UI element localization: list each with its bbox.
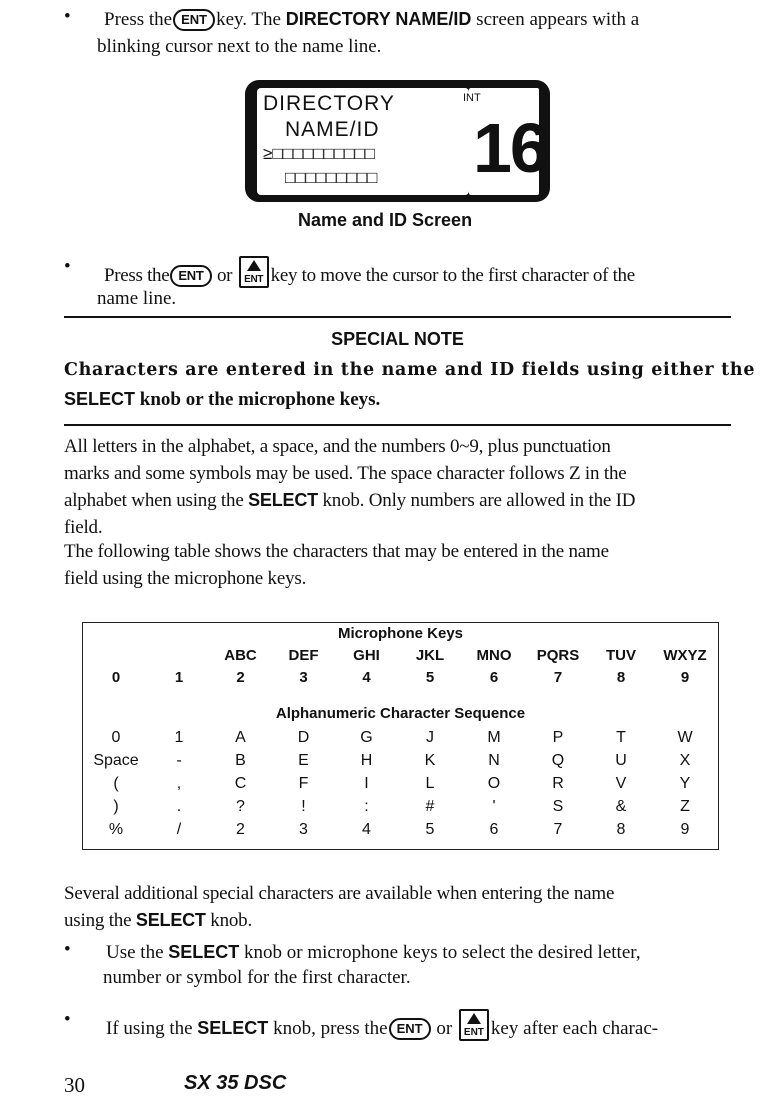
table-cell: 0 [111, 729, 121, 746]
table-cell: PQRS [536, 647, 580, 664]
lcd-display [245, 80, 550, 202]
lcd-line-name-id: NAME/ID [285, 118, 380, 141]
text: or [216, 265, 233, 286]
table-cell: 1 [174, 729, 184, 746]
text: Press the [104, 9, 173, 30]
page-number: 30 [64, 1073, 85, 1097]
select-label: SELECT [64, 389, 136, 409]
table-cell: GHI [353, 647, 380, 664]
lcd-line-directory: DIRECTORY [263, 92, 395, 115]
instruction-4 [106, 1009, 756, 1042]
lcd-text-area [257, 88, 469, 195]
ent-label: ENT [244, 274, 264, 285]
table-cell: ' [492, 798, 496, 815]
table-cell: TUV [606, 647, 636, 664]
table-cell: P [552, 729, 564, 746]
text-line: field using the microphone keys. [64, 568, 307, 589]
table-cell: X [679, 752, 691, 769]
text: key to move the cursor to the first character of the [270, 265, 635, 286]
table-cell: 3 [299, 821, 308, 838]
table-cell: W [677, 729, 693, 746]
bullet: • [64, 939, 71, 960]
table-cell: Y [679, 775, 691, 792]
table-cell: 6 [489, 669, 499, 686]
table-cell: & [615, 798, 627, 815]
ent-key-icon: ENT [173, 9, 215, 31]
up-ent-key-icon [239, 256, 269, 288]
table-cell: JKL [415, 647, 445, 664]
text: key. The [216, 9, 281, 30]
table-cell: MNO [476, 647, 512, 664]
instruction-2 [104, 256, 744, 289]
table-cell: J [426, 729, 434, 746]
table-cell: % [108, 821, 124, 838]
table-cell: , [176, 775, 182, 792]
text: knob. [210, 910, 253, 931]
table-cell: # [425, 798, 435, 815]
bullet: • [64, 1009, 71, 1030]
divider [64, 316, 731, 318]
up-ent-key-icon [459, 1009, 489, 1041]
table-cell: 7 [553, 821, 563, 838]
special-note-line2 [64, 386, 380, 413]
table-cell: - [176, 752, 182, 769]
instruction-1 [104, 6, 744, 33]
table-cell: 8 [616, 821, 626, 838]
table-cell: Space [93, 752, 139, 769]
text-line: The following table shows the characters that may be entered in the name [64, 541, 609, 562]
model-name: SX 35 DSC [184, 1072, 287, 1094]
text: key after each charac- [490, 1018, 659, 1039]
table-cell: B [235, 752, 246, 769]
text-line: All letters in the alphabet, a space, and the numbers 0~9, plus punctuation [64, 436, 611, 457]
text: knob. Only numbers are allowed in the ID [322, 490, 636, 511]
table-cell: T [616, 729, 626, 746]
instruction-1-line2: blinking cursor next to the name line. [97, 36, 382, 57]
text: knob, press the [273, 1018, 388, 1039]
table-cell: ) [113, 798, 119, 815]
table-cell: N [488, 752, 500, 769]
table-cell: S [552, 798, 564, 815]
paragraph-3 [64, 880, 744, 934]
table-cell: Q [551, 752, 565, 769]
table-cell: R [552, 775, 564, 792]
text: Use the [106, 942, 164, 963]
select-label: SELECT [197, 1018, 269, 1038]
text-line [64, 487, 744, 514]
instruction-2-line2: name line. [97, 288, 177, 309]
bullet: • [64, 256, 71, 277]
table-cell: 5 [425, 669, 435, 686]
channel-number: 16 [473, 109, 547, 187]
ent-key-icon: ENT [170, 265, 211, 287]
ent-key-icon: ENT [389, 1018, 431, 1040]
table-cell: O [487, 775, 501, 792]
table-cell: M [487, 729, 501, 746]
table-cell: C [234, 775, 247, 792]
table-cell: . [176, 798, 182, 815]
text: knob or the microphone keys. [139, 389, 381, 410]
text-line: field. [64, 517, 103, 538]
table-cell: V [615, 775, 627, 792]
sequence-title: Alphanumeric Character Sequence [275, 705, 526, 722]
bullet: • [64, 6, 71, 27]
table-cell: 4 [362, 669, 371, 686]
table-cell: ( [113, 775, 119, 792]
lcd-channel-area [463, 88, 547, 195]
table-cell: WXYZ [663, 647, 707, 664]
table-cell: F [298, 775, 309, 792]
table-cell: E [298, 752, 309, 769]
table-cell: 1 [174, 669, 184, 686]
table-cell: I [364, 775, 369, 792]
divider [64, 424, 731, 426]
text: alphabet when using the [64, 490, 244, 511]
table-cell: 7 [553, 669, 563, 686]
select-label: SELECT [248, 490, 318, 510]
microphone-keys-table [82, 622, 719, 850]
table-cell: / [176, 821, 182, 838]
select-label: SELECT [135, 910, 206, 930]
instruction-3 [106, 939, 746, 966]
special-note-title: SPECIAL NOTE [331, 329, 464, 349]
table-cell: 9 [680, 669, 690, 686]
table-cell: 2 [236, 669, 245, 686]
text-line [64, 907, 744, 934]
table-cell: DEF [288, 647, 319, 664]
table-cell: A [235, 729, 246, 746]
int-indicator: INT [463, 92, 481, 104]
table-cell: L [425, 775, 435, 792]
lcd-line-id: □□□□□□□□□ [285, 168, 378, 187]
text-line: Several additional special characters are available when entering the name [64, 883, 615, 904]
table-cell: 5 [425, 821, 435, 838]
table-cell: G [360, 729, 373, 746]
table-cell: 0 [111, 669, 121, 686]
table-title: Microphone Keys [337, 625, 464, 642]
table-cell: ! [301, 798, 306, 815]
table-cell: 4 [362, 821, 371, 838]
table-cell: D [297, 729, 310, 746]
table-cell: 2 [236, 821, 245, 838]
table-cell: 6 [489, 821, 499, 838]
table-cell: 9 [680, 821, 690, 838]
lcd-line-name: ≥□□□□□□□□□□ [263, 144, 376, 163]
table-cell: 3 [299, 669, 308, 686]
table-cell: ABC [224, 647, 257, 664]
text: Press the [104, 265, 170, 286]
table-cell: U [615, 752, 627, 769]
directory-name-id-label: DIRECTORY NAME/ID [285, 9, 472, 29]
figure-caption: Name and ID Screen [298, 210, 473, 230]
text: using the [64, 910, 132, 931]
table-cell: K [424, 752, 436, 769]
table-cell: H [360, 752, 373, 769]
table-cell: 8 [616, 669, 626, 686]
paragraph-2 [64, 538, 744, 592]
select-label: SELECT [168, 942, 240, 962]
text: knob or microphone keys to select the desired letter, [244, 942, 641, 963]
paragraph-1 [64, 433, 744, 541]
instruction-3-line2: number or symbol for the first character. [103, 967, 411, 988]
text-line: marks and some symbols may be used. The space character follows Z in the [64, 463, 627, 484]
special-note-line1: Characters are entered in the name and ID fields using either the [64, 360, 756, 380]
text: screen appears with a [476, 9, 640, 30]
ent-label: ENT [463, 1027, 484, 1038]
table-cell: ? [236, 798, 245, 815]
table-cell: : [364, 798, 369, 815]
table-cell: Z [680, 798, 690, 815]
text: or [436, 1018, 453, 1039]
text: If using the [106, 1018, 193, 1039]
